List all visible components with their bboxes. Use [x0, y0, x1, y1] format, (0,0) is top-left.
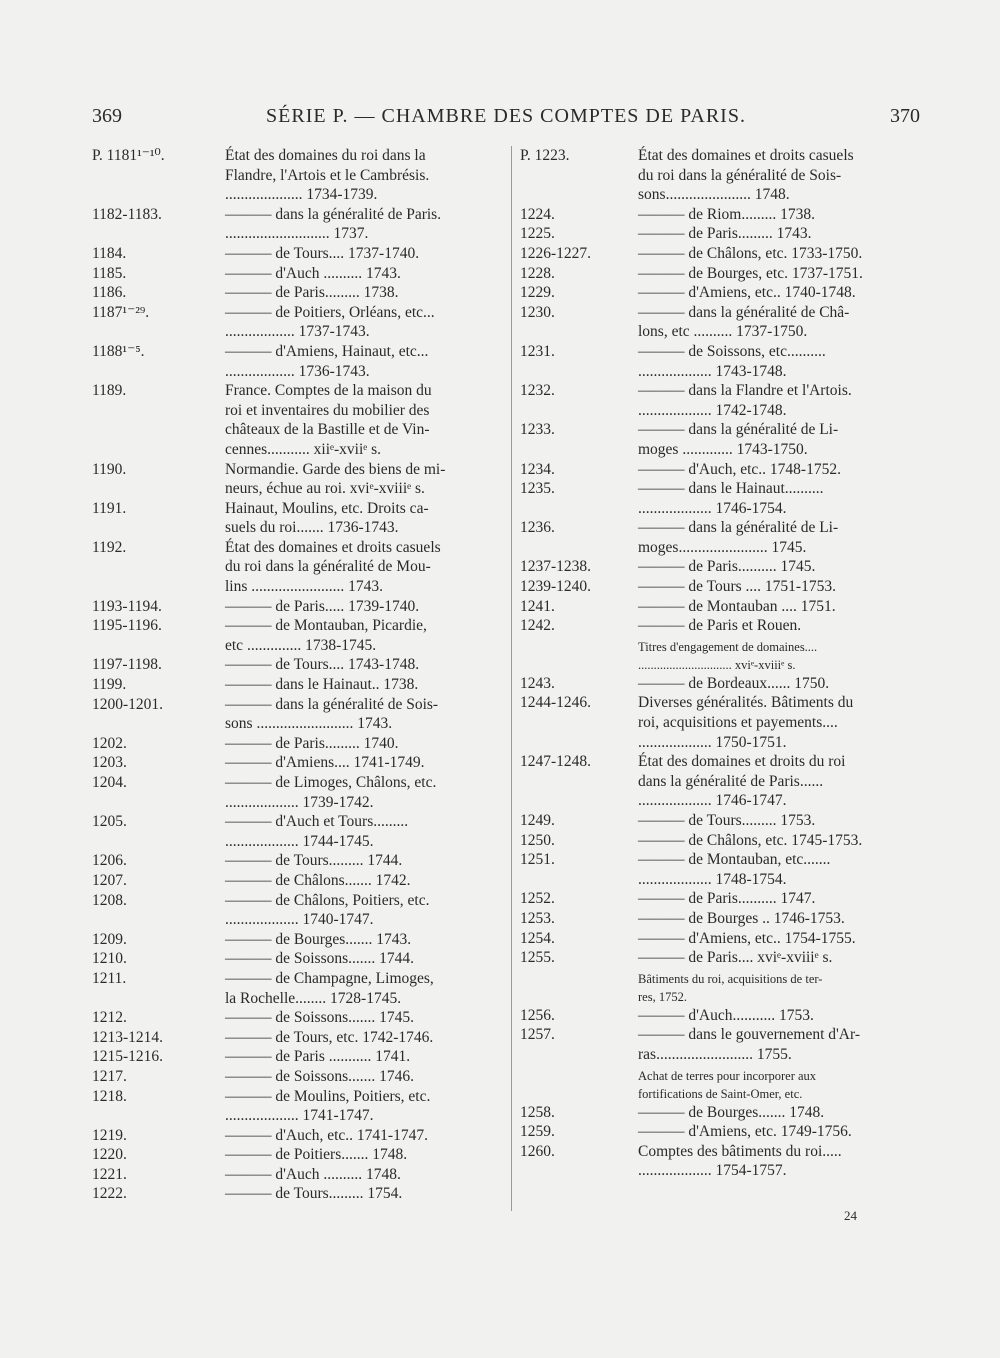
entry-reference: 1244-1246. [520, 694, 592, 712]
entry-reference: 1219. [92, 1126, 127, 1144]
entry-reference: 1229. [520, 284, 555, 302]
entry-reference: 1191. [92, 499, 127, 517]
entry-reference: 1185. [92, 264, 127, 282]
entry-text: ——— de Soissons....... 1746. [225, 1067, 415, 1085]
note-text: Titres d'engagement de domaines.... .............................. xviᵉ-xviiiᵉ s. [638, 639, 818, 672]
list-item [92, 1126, 504, 1146]
list-item [520, 460, 920, 480]
list-item [92, 205, 504, 244]
entry-reference: 1197-1198. [92, 656, 162, 674]
entry-reference: 1251. [520, 851, 555, 869]
entry-reference: 1260. [520, 1142, 555, 1160]
entry-reference: 1254. [520, 929, 555, 947]
entry-reference: 1221. [92, 1165, 127, 1183]
list-item [92, 949, 504, 969]
list-item [520, 909, 920, 929]
list-item [92, 930, 504, 950]
note-entry [520, 638, 920, 674]
entry-reference: 1252. [520, 890, 555, 908]
entry-reference: 1215-1216. [92, 1048, 164, 1066]
entry-reference: 1241. [520, 597, 555, 615]
entry-text: ——— dans la généralité de Sois- sons ......................... 1743. [225, 695, 439, 733]
note-text: Achat de terres pour incorporer aux fortifications de Saint-Omer, etc. [638, 1068, 817, 1101]
entry-text: ——— de Bourges....... 1748. [638, 1103, 825, 1121]
entry-reference: 1205. [92, 813, 127, 831]
entry-text: Diverses généralités. Bâtiments du roi, acquisitions et payements.... ................... 1750-1751. [638, 694, 854, 751]
entry-text: ——— de Paris......... 1743. [638, 225, 812, 243]
entry-reference: 1256. [520, 1006, 555, 1024]
entry-text: État des domaines et droits casuels du roi dans la généralité de Mou- lins ........................ 1743. [225, 538, 441, 596]
entry-text: ——— de Limoges, Châlons, etc. ................... 1739-1742. [225, 774, 437, 811]
entry-text: Normandie. Garde des biens de mi- neurs, échue au roi. xviᵉ-xviiiᵉ s. [225, 460, 446, 498]
entry-text: ——— de Tours.... 1737-1740. [225, 244, 420, 262]
entry-reference: 1236. [520, 519, 555, 537]
list-item [520, 616, 920, 636]
entry-text: ——— d'Auch, etc.. 1741-1747. [225, 1126, 428, 1144]
entry-text: ——— dans la généralité de Li- moges ............. 1743-1750. [638, 421, 839, 458]
column-divider [511, 146, 512, 1211]
entry-reference: 1220. [92, 1146, 127, 1164]
entry-reference: 1243. [520, 674, 555, 692]
note-text: Bâtiments du roi, acquisitions de ter- res, 1752. [638, 971, 823, 1004]
list-item [92, 283, 504, 303]
entry-reference: 1234. [520, 460, 555, 478]
entry-reference: 1228. [520, 264, 555, 282]
entry-reference: 1235. [520, 480, 555, 498]
list-item [92, 381, 504, 459]
entry-text: ——— de Paris.... xviᵉ-xviiiᵉ s. [638, 949, 833, 967]
list-item [92, 264, 504, 284]
list-item [92, 597, 504, 617]
entry-reference: 1182-1183. [92, 205, 162, 223]
list-item [520, 205, 920, 225]
list-item [520, 850, 920, 889]
list-item [520, 1122, 920, 1142]
entry-text: ——— de Poitiers, Orléans, etc... .................. 1737-1743. [225, 303, 435, 341]
list-item [520, 146, 920, 205]
entry-text: ——— de Châlons, etc. 1745-1753. [638, 831, 863, 849]
entry-text: ——— de Bourges....... 1743. [225, 930, 412, 948]
list-item [92, 753, 504, 773]
page-header [92, 105, 920, 135]
entry-text: ——— d'Amiens.... 1741-1749. [225, 754, 425, 772]
entry-text: ——— de Châlons....... 1742. [225, 871, 411, 889]
entry-text: État des domaines et droits casuels du roi dans la généralité de Sois- sons...................... 1748. [638, 147, 854, 204]
list-item [520, 557, 920, 577]
entry-reference: 1186. [92, 284, 127, 302]
right-column [520, 146, 920, 1181]
entry-reference: 1226-1227. [520, 244, 592, 262]
list-item [92, 812, 504, 851]
entry-text: ——— de Montauban, etc....... ................... 1748-1754. [638, 851, 831, 888]
list-item [92, 1145, 504, 1165]
entry-reference: 1247-1248. [520, 753, 592, 771]
list-item [520, 948, 920, 968]
entry-reference: 1195-1196. [92, 617, 162, 635]
list-item [520, 597, 920, 617]
entry-text: ——— de Paris ........... 1741. [225, 1048, 411, 1066]
entry-text: ——— de Tours......... 1754. [225, 1185, 403, 1203]
list-item [92, 1087, 504, 1126]
entry-text: ——— dans la généralité de Paris. ........................... 1737. [225, 205, 442, 243]
entry-reference: 1207. [92, 871, 127, 889]
entry-text: ——— de Paris..... 1739-1740. [225, 597, 420, 615]
left-column [92, 146, 504, 1204]
signature-mark: 24 [844, 1208, 857, 1223]
entry-text: ——— d'Amiens, etc.. 1740-1748. [638, 284, 856, 302]
list-item [520, 283, 920, 303]
list-item [92, 1165, 504, 1185]
entry-reference: 1206. [92, 852, 127, 870]
entry-text: ——— de Tours.... 1743-1748. [225, 656, 420, 674]
entry-text: ——— d'Auch........... 1753. [638, 1006, 814, 1024]
entry-text: ——— de Soissons....... 1745. [225, 1009, 415, 1027]
list-item [520, 831, 920, 851]
entry-text: État des domaines du roi dans la Flandre, l'Artois et le Cambrésis. .................... 1734-1739. [225, 147, 430, 204]
entry-reference: 1190. [92, 460, 127, 478]
entry-reference: 1230. [520, 303, 555, 321]
entry-reference: 1217. [92, 1067, 127, 1085]
entry-reference: 1184. [92, 244, 127, 262]
list-item [520, 303, 920, 342]
entry-reference: 1237-1238. [520, 558, 592, 576]
entry-reference: 1212. [92, 1009, 127, 1027]
entry-reference: 1187¹⁻²⁹. [92, 303, 150, 321]
list-item [520, 479, 920, 518]
entry-text: ——— de Tours .... 1751-1753. [638, 578, 836, 596]
entry-text: ——— de Paris......... 1740. [225, 734, 399, 752]
list-item [520, 1103, 920, 1123]
list-item [520, 420, 920, 459]
entry-text: Hainaut, Moulins, etc. Droits ca- suels du roi....... 1736-1743. [225, 499, 429, 537]
list-item [520, 381, 920, 420]
entry-text: ——— d'Amiens, Hainaut, etc... .................. 1736-1743. [225, 342, 429, 380]
entry-reference: 1210. [92, 950, 127, 968]
entry-text: ——— dans la Flandre et l'Artois. ................... 1742-1748. [638, 382, 852, 419]
list-item [92, 1008, 504, 1028]
entry-reference: 1202. [92, 734, 127, 752]
entry-text: ——— de Paris.......... 1747. [638, 890, 816, 908]
entry-text: ——— d'Auch .......... 1748. [225, 1165, 401, 1183]
entry-text: ——— de Tours, etc. 1742-1746. [225, 1028, 434, 1046]
entry-text: ——— de Montauban .... 1751. [638, 597, 836, 615]
entry-reference: 1250. [520, 831, 555, 849]
page-title: SÉRIE P. — CHAMBRE DES COMPTES DE PARIS. [266, 105, 746, 127]
list-item [520, 752, 920, 811]
entry-text: France. Comptes de la maison du roi et inventaires du mobilier des châteaux de la Bastille et de Vin- cennes........... xiiᵉ-xviiᵉ s. [225, 382, 432, 458]
page-number-left: 369 [92, 105, 122, 127]
list-item [92, 1067, 504, 1087]
list-item [92, 342, 504, 381]
list-item [520, 224, 920, 244]
list-item [520, 1142, 920, 1181]
list-item [520, 577, 920, 597]
list-item [92, 1047, 504, 1067]
entry-text: ——— de Bourges .. 1746-1753. [638, 909, 845, 927]
entry-reference: 1224. [520, 205, 555, 223]
entry-reference: 1239-1240. [520, 578, 592, 596]
list-item [92, 734, 504, 754]
entry-reference: 1253. [520, 909, 555, 927]
entry-reference: 1231. [520, 342, 555, 360]
list-item [92, 773, 504, 812]
list-item [520, 1025, 920, 1064]
entry-text: ——— de Champagne, Limoges, la Rochelle........ 1728-1745. [225, 969, 434, 1007]
entry-text: ——— de Soissons....... 1744. [225, 950, 415, 968]
page-number-right: 370 [890, 105, 920, 127]
list-item [92, 695, 504, 734]
note-entry [520, 970, 920, 1006]
list-item [92, 499, 504, 538]
entry-reference: 1258. [520, 1103, 555, 1121]
list-item [520, 693, 920, 752]
list-item [520, 674, 920, 694]
list-item [92, 1028, 504, 1048]
entry-reference: 1188¹⁻⁵. [92, 342, 145, 360]
list-item [520, 929, 920, 949]
entry-reference: 1259. [520, 1123, 555, 1141]
entry-text: ——— dans la généralité de Châ- lons, etc .......... 1737-1750. [638, 303, 850, 341]
entry-text: ——— de Bordeaux...... 1750. [638, 674, 830, 692]
list-item [92, 244, 504, 264]
entry-reference: 1209. [92, 930, 127, 948]
entry-reference: 1211. [92, 969, 127, 987]
entry-reference: P. 1181¹⁻¹⁰. [92, 147, 165, 164]
entry-text: ——— dans la généralité de Li- moges....................... 1745. [638, 519, 839, 556]
list-item [92, 146, 504, 205]
entry-reference: 1203. [92, 754, 127, 772]
entry-text: ——— de Riom......... 1738. [638, 205, 815, 223]
entry-text: ——— de Paris et Rouen. [638, 617, 802, 635]
entry-reference: 1213-1214. [92, 1028, 164, 1046]
list-item [520, 244, 920, 264]
entry-reference: 1199. [92, 676, 127, 694]
entry-text: État des domaines et droits du roi dans la généralité de Paris...... ................... 1746-1747. [638, 753, 846, 810]
entry-text: ——— de Soissons, etc.......... ................... 1743-1748. [638, 342, 826, 380]
list-item [520, 264, 920, 284]
list-item [92, 891, 504, 930]
list-item [92, 460, 504, 499]
list-item [92, 1184, 504, 1204]
entry-reference: 1233. [520, 421, 555, 439]
list-item [92, 675, 504, 695]
entry-text: ——— d'Auch .......... 1743. [225, 264, 401, 282]
list-item [520, 342, 920, 381]
entry-text: ——— d'Amiens, etc.. 1754-1755. [638, 929, 856, 947]
entry-reference: 1189. [92, 382, 127, 400]
entry-text: ——— dans le Hainaut.......... ................... 1746-1754. [638, 480, 824, 517]
entry-text: ——— de Tours......... 1744. [225, 852, 403, 870]
list-item [92, 538, 504, 597]
note-entry [520, 1067, 920, 1103]
entry-reference: 1192. [92, 538, 127, 556]
entry-text: ——— de Châlons, etc. 1733-1750. [638, 244, 863, 262]
entry-text: ——— de Paris.......... 1745. [638, 558, 816, 576]
entry-reference: 1200-1201. [92, 695, 164, 713]
list-item [520, 811, 920, 831]
list-item [92, 969, 504, 1008]
list-item [92, 851, 504, 871]
entry-text: ——— d'Auch, etc.. 1748-1752. [638, 460, 841, 478]
entry-text: ——— de Poitiers....... 1748. [225, 1146, 408, 1164]
entry-reference: 1225. [520, 225, 555, 243]
entry-text: Comptes des bâtiments du roi..... ................... 1754-1757. [638, 1142, 842, 1180]
entry-text: ——— dans le Hainaut.. 1738. [225, 676, 419, 694]
entry-reference: P. 1223. [520, 147, 570, 164]
list-item [520, 889, 920, 909]
entry-text: ——— de Montauban, Picardie, etc .............. 1738-1745. [225, 617, 427, 654]
list-item [92, 616, 504, 655]
entry-text: ——— de Moulins, Poitiers, etc. ................... 1741-1747. [225, 1087, 431, 1125]
list-item [92, 871, 504, 891]
entry-reference: 1242. [520, 617, 555, 635]
list-item [92, 303, 504, 342]
entry-reference: 1249. [520, 812, 555, 829]
entry-text: ——— de Châlons, Poitiers, etc. ................... 1740-1747. [225, 891, 430, 929]
entry-reference: 1257. [520, 1026, 555, 1044]
entry-text: ——— de Paris......... 1738. [225, 284, 399, 302]
list-item [520, 518, 920, 557]
entry-reference: 1232. [520, 382, 555, 400]
list-item [92, 655, 504, 675]
entry-text: ——— d'Amiens, etc. 1749-1756. [638, 1123, 852, 1141]
entry-reference: 1222. [92, 1185, 127, 1203]
list-item [520, 1006, 920, 1026]
entry-text: ——— de Tours......... 1753. [638, 812, 816, 829]
entry-text: ——— d'Auch et Tours......... ................... 1744-1745. [225, 813, 409, 850]
entry-reference: 1208. [92, 891, 127, 909]
entry-reference: 1255. [520, 949, 555, 967]
entry-text: ——— dans le gouvernement d'Ar- ras......................... 1755. [638, 1026, 861, 1063]
entry-reference: 1204. [92, 774, 127, 791]
entry-reference: 1218. [92, 1087, 127, 1105]
entry-reference: 1193-1194. [92, 597, 162, 615]
entry-text: ——— de Bourges, etc. 1737-1751. [638, 264, 863, 282]
